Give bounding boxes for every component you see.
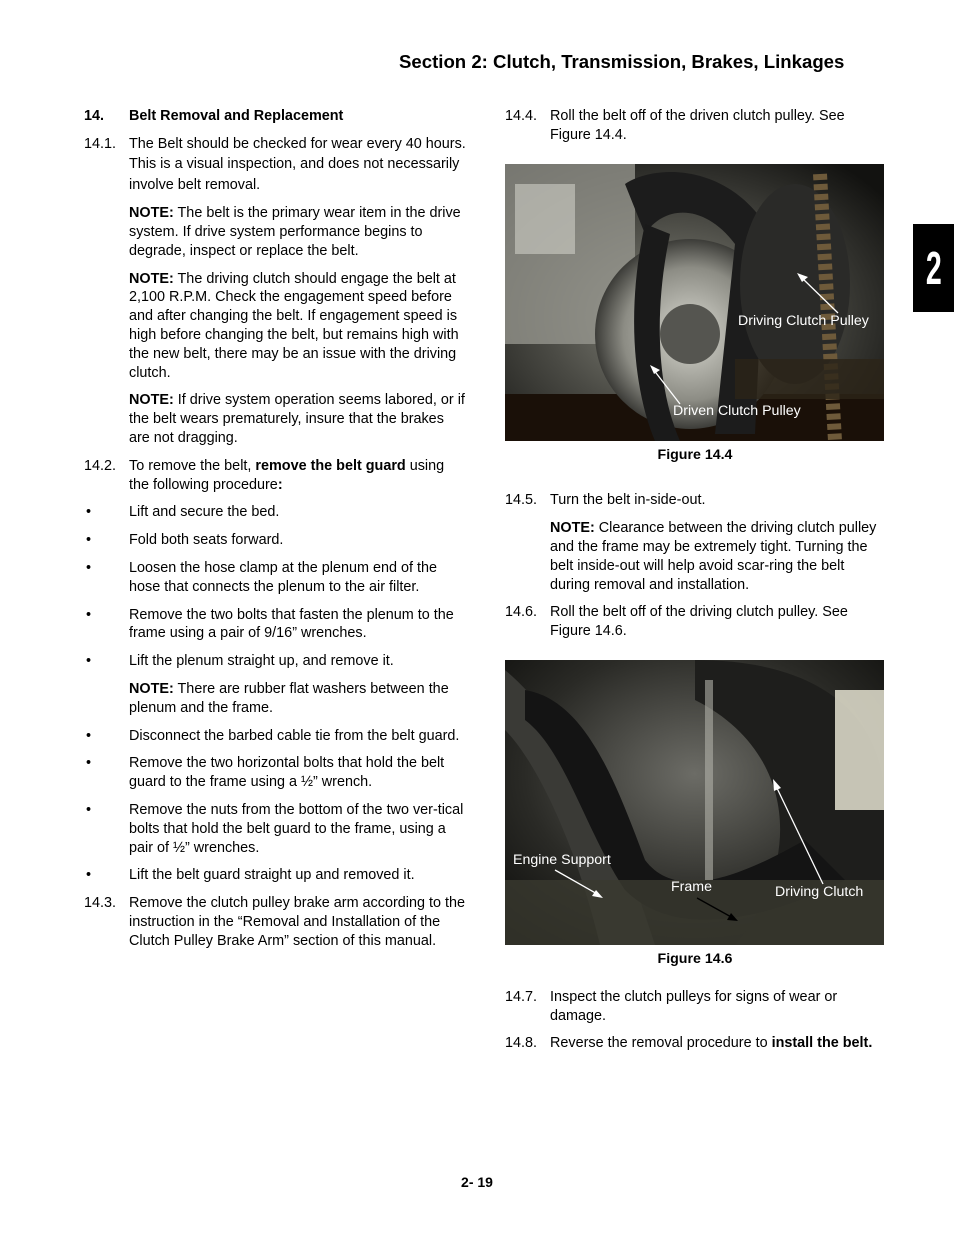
list-item: • Remove the nuts from the bottom of the two ver-tical bolts that hold the belt guard to the frame, using a pair of ½” wrenches.: [86, 802, 464, 856]
list-item: • Remove the two bolts that fasten the plenum to the frame using a pair of 9/16” wrenches.: [86, 606, 454, 642]
step-14-4: 14.4. Roll the belt off of the driven clutch pulley. See Figure 14.4.: [505, 108, 845, 143]
note-brakes: NOTE: If drive system operation seems labored, or if the belt wears prematurely, insure that the brakes are not dragging.: [129, 392, 465, 447]
figure-14-6-photo: [505, 660, 884, 945]
label-driven-clutch-pulley: Driven Clutch Pulley: [673, 402, 801, 419]
step-14-3: 14.3. Remove the clutch pulley brake arm according to the instruction in the “Removal and Installation of the Clutch Pulley Brake Arm” section of this manual.: [84, 895, 465, 949]
list-item: • Lift and secure the bed.: [86, 504, 280, 521]
label-driving-clutch-pulley: Driving Clutch Pulley: [738, 312, 869, 329]
right-column: [505, 107, 885, 1062]
step-14-8: 14.8. Reverse the removal procedure to install the belt.: [505, 1035, 873, 1052]
step-14-6: 14.6. Roll the belt off of the driving clutch pulley. See Figure 14.6.: [505, 604, 848, 640]
note-washers: NOTE: There are rubber flat washers between the plenum and the frame.: [129, 681, 449, 716]
step-14-2: 14.2. To remove the belt, remove the belt guard using the following procedure:: [84, 457, 445, 493]
note-clearance: NOTE: Clearance between the driving clutch pulley and the frame may be extremely tight. Turning the belt inside-out will help avoid scar-ring the belt during removal and installation.: [550, 520, 877, 593]
list-item: • Lift the belt guard straight up and removed it.: [86, 867, 415, 884]
figure-14-4-caption: Figure 14.4: [657, 446, 733, 463]
list-item: • Loosen the hose clamp at the plenum end of the hose that connects the plenum to the air filter.: [86, 560, 438, 595]
step-14-5: 14.5. Turn the belt in-side-out.: [505, 492, 706, 509]
list-item: • Fold both seats forward.: [86, 532, 284, 549]
left-column: [84, 107, 466, 960]
list-item: • Remove the two horizontal bolts that hold the belt guard to the frame using a ½” wrench.: [86, 755, 445, 791]
figure-14-6-arrows: [505, 660, 884, 945]
label-frame: Frame: [671, 878, 712, 895]
step-14-7: 14.7. Inspect the clutch pulleys for signs of wear or damage.: [505, 988, 838, 1024]
figure-14-6-caption: Figure 14.6: [657, 950, 733, 967]
section-tab: 2: [913, 224, 954, 312]
note-belt-wear: NOTE: The belt is the primary wear item in the drive system. If drive system performance begins to degrade, inspect or replace the belt.: [129, 205, 461, 259]
list-item: • Disconnect the barbed cable tie from the belt guard.: [86, 727, 460, 744]
note-engagement: NOTE: The driving clutch should engage the belt at 2,100 R.P.M. Check the engagement speed before and after changing the belt. If engagement speed is high before changing the belt, but remains high with the new belt, there may be an issue with the driving clutch.: [129, 270, 459, 381]
label-driving-clutch: Driving Clutch: [775, 883, 864, 900]
section-heading: 14. Belt Removal and Replacement: [84, 108, 344, 124]
label-engine-support: Engine Support: [513, 851, 611, 868]
section-title: Section 2: Clutch, Transmission, Brakes, Linkages: [399, 51, 845, 72]
page-number: 2- 19: [461, 1174, 493, 1190]
step-14-1: 14.1. The Belt should be checked for wear every 40 hours. This is a visual inspection, and does not necessarily involve belt removal.: [84, 135, 466, 193]
list-item: • Lift the plenum straight up, and remove it.: [86, 653, 394, 670]
figure-14-4-arrows: [505, 164, 884, 441]
figure-14-4-photo: [505, 164, 884, 441]
